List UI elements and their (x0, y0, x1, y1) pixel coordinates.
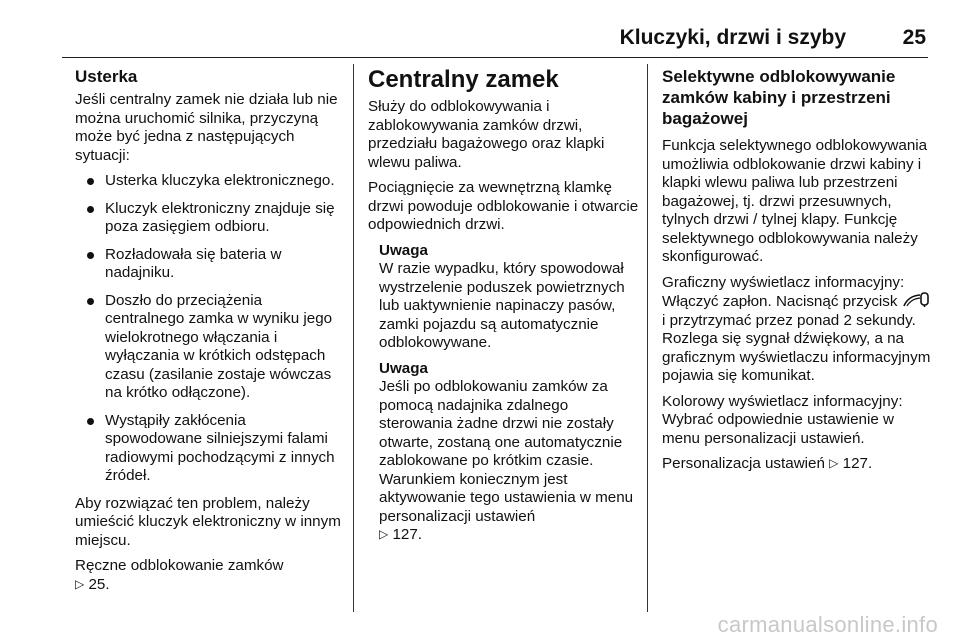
reference-arrow-icon: ▷ (75, 576, 85, 591)
list-item: Wystąpiły zakłócenia spowodowane silniejszymi falami radiowymi pochodzącymi z innych źródeł. (75, 412, 345, 486)
list-item: Doszło do przeciążenia centralnego zamka w wyniku jego wielokrotnego włączania i wyłączania w krótkich odstępach czasu (zasilanie zostaje wówczas na krótko odłączone). (75, 292, 345, 403)
manual-unlock-ref[interactable]: 25. (88, 575, 110, 593)
column-2 (368, 66, 640, 552)
note-text: W razie wypadku, który spowodował wystrzelenie poduszek powietrznych lub uaktywnienie napinaczy pasów, zamki pojazdu są automatycznie odblokowywane. (379, 260, 625, 351)
paragraph-1: Funkcja selektywnego odblokowywania umożliwia odblokowanie drzwi kabiny i klapki wlewu paliwa lub przestrzeni bagażowej, tj. drzwi przesuwnych, tylnych drzwi / tylnej klapy. Funkcję selektywnego odblokowywania należy skonfigurować. (662, 137, 928, 265)
list-item: Rozładowała się bateria w nadajniku. (75, 246, 345, 283)
paragraph-4 (662, 455, 932, 474)
paragraph-3: Kolorowy wyświetlacz informacyjny: Wybrać odpowiednie ustawienie w menu personalizacji ustawień. (662, 392, 903, 447)
causes-list (75, 172, 345, 486)
note-title: Uwaga (379, 241, 428, 259)
heading-usterka: Usterka (75, 67, 138, 86)
phone-key-button-icon (902, 292, 932, 308)
reference-arrow-icon: ▷ (829, 456, 839, 470)
paragraph-1: Służy do odblokowywania i zablokowywania zamków drzwi, przedziału bagażowego oraz klapki wlewu paliwa. (368, 98, 605, 171)
manual-unlock-paragraph (75, 557, 345, 594)
note-title: Uwaga (379, 359, 428, 377)
manual-unlock-text: Ręczne odblokowanie zamków (75, 557, 284, 574)
column-3 (662, 66, 932, 481)
column-divider-1 (353, 64, 354, 612)
solution-paragraph: Aby rozwiązać ten problem, należy umieścić kluczyk elektroniczny w innym miejscu. (75, 494, 341, 549)
heading-selective-unlock: Selektywne odblokowywanie zamków kabiny i przestrzeni bagażowej (662, 67, 896, 128)
paragraph-2 (662, 274, 932, 386)
page-number: 25 (902, 26, 926, 49)
paragraph-4-ref[interactable]: 127. (842, 455, 873, 472)
paragraph-2-part-b: i przytrzymać przez ponad 2 sekundy. Rozlega się sygnał dźwiękowy, a na graficznym wyświetlaczu informacyjnym pojawia się komunikat. (662, 311, 931, 384)
page-header (62, 22, 928, 58)
reference-arrow-icon: ▷ (379, 527, 389, 541)
list-item: Kluczyk elektroniczny znajduje się poza zasięgiem odbioru. (75, 200, 345, 237)
note-2 (379, 360, 640, 545)
note-1 (379, 242, 640, 353)
heading-centralny-zamek: Centralny zamek (368, 66, 559, 93)
note-text: Jeśli po odblokowaniu zamków za pomocą nadajnika zdalnego sterowania żadne drzwi nie zostały otwarte, zostaną one automatycznie zablokowane po krótkim czasie. Warunkiem koniecznym jest aktywowanie tego ustawienia w menu personalizacji ustawień (379, 378, 634, 525)
paragraph-2: Pociągnięcie za wewnętrzną klamkę drzwi powoduje odblokowanie i otwarcie odpowiednich drzwi. (368, 179, 639, 233)
paragraph-4-text: Personalizacja ustawień (662, 455, 825, 472)
list-item: Usterka kluczyka elektronicznego. (75, 172, 345, 191)
intro-paragraph: Jeśli centralny zamek nie działa lub nie można uruchomić silnika, przyczyną może być jedna z następujących sytuacji: (75, 91, 338, 164)
column-1 (75, 66, 345, 601)
column-divider-2 (647, 64, 648, 612)
paragraph-2-part-a: Graficzny wyświetlacz informacyjny: Włączyć zapłon. Nacisnąć przycisk (662, 273, 905, 310)
section-title: Kluczyki, drzwi i szyby (619, 26, 846, 49)
watermark: carmanualsonline.info (717, 612, 938, 637)
note-ref[interactable]: 127. (392, 526, 423, 543)
